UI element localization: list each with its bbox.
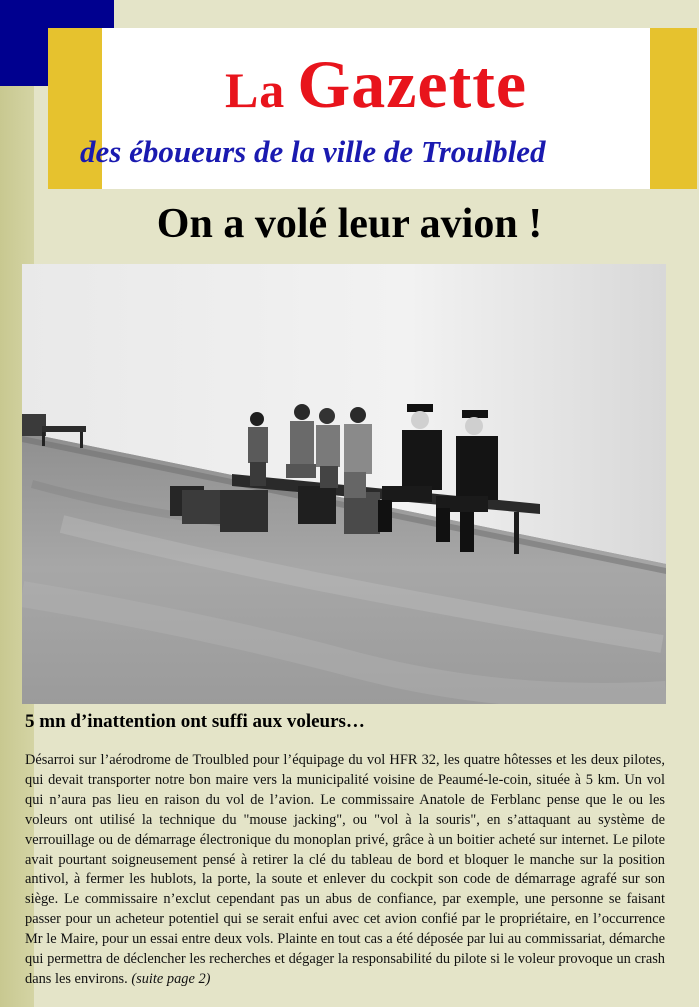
headline: On a volé leur avion ! <box>156 201 543 247</box>
crew-waiting-photo <box>22 264 666 704</box>
article-subheading: 5 mn d’inattention ont suffi aux voleurs… <box>25 711 365 732</box>
article-body-text: Désarroi sur l’aérodrome de Troulbled pour l’équipage du vol HFR 32, les quatre hôtesses et les deux pilotes, qui devait transporter notre bon maire vers la municipalité voisine de Peaumé-le-coin, située à 5 km. Un vol qui n’aura pas lieu en raison du vol de l’avion. Le commissaire Anatole de Ferblanc pense que le ou les voleurs ont utilisé la technique du "mouse jacking", ou "vol à la souris", en s’attaquant au système de verrouillage ou de démarrage électronique du monoplan privé, grâce à un boitier acheté sur internet. Le pilote avait pourtant soigneusement pensé à retirer la clé du tableau de bord et bloquer le manche sur la position antivol, à fermer les hublots, la porte, la soute et enlever du cockpit son code de démarrage agrafé sur son siège. Le commissaire n’exclut cependant pas un abus de confiance, par exemple, une personne se faisant passer pour un acheteur potentiel qui se serait enfui avec cet avion confié par le propriétaire, en l’occurrence Mr le Maire, pour un essai entre deux vols. Plainte en tout cas a été déposée par lui au commissariat, démarche qui permettra de déclencher les recherches et dégager la responsabilité du pilote si le voleur provoque un crash dans les environs. <box>25 752 665 987</box>
masthead-title-gazette: Gazette <box>297 46 528 122</box>
masthead-title <box>102 46 650 122</box>
article-photo <box>22 264 666 704</box>
article-body <box>25 751 665 990</box>
masthead-subtitle: des éboueurs de la ville de Troulbled <box>80 134 546 169</box>
masthead-title-la: La <box>224 62 286 118</box>
article-continuation: (suite page 2) <box>131 970 211 987</box>
